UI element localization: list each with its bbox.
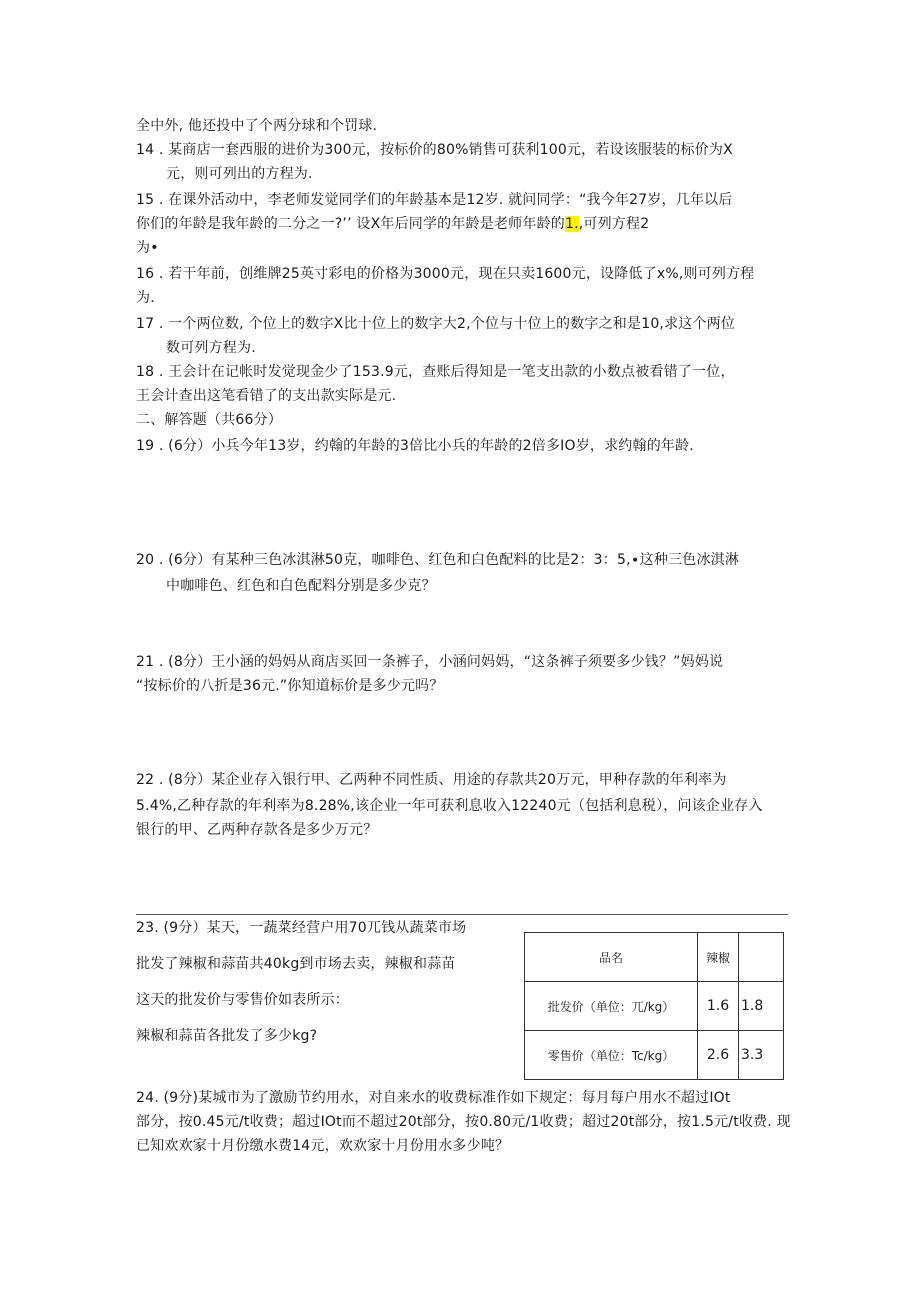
highlighted-fraction: 1. — [564, 216, 579, 232]
table-cell: 批发价（单位：兀/kg） — [525, 982, 698, 1031]
question-16-end: 为. — [136, 290, 155, 306]
question-15-cont — [136, 214, 649, 234]
question-24-end: 已知欢欢家十月份缴水费14元，欢欢家十月份用水多少吨？ — [136, 1138, 510, 1154]
question-22: 22 . (8分）某企业存入银行甲、乙两种不同性质、用途的存款共20万元，甲种存款的年利率为 — [136, 772, 727, 788]
question-23-cont: 批发了辣椒和蒜苗共40kg到市场去卖，辣椒和蒜苗 — [136, 956, 456, 972]
question-21-cont: “按标价的八折是36元.”你知道标价是多少元吗？ — [136, 678, 444, 694]
table-cell: 零售价（单位：Tc/kg） — [525, 1031, 698, 1080]
table-header-cell: 品名 — [525, 933, 698, 982]
table-row — [525, 1031, 784, 1080]
table-cell: 2.6 — [698, 1031, 739, 1080]
question-23: 23. (9分）某天，一蔬菜经营户用70兀钱从蔬菜市场 — [136, 920, 467, 936]
question-14: 14 . 某商店一套西服的进价为300元，按标价的80%销售可获利100元，若设该服装的标价为X — [136, 142, 733, 158]
divider-line — [136, 914, 788, 915]
question-18: 18 . 王会计在记帐时发觉现金少了153.9元，查账后得知是一笔支出款的小数点被看错了一位， — [136, 364, 735, 380]
question-15: 15 . 在课外活动中，李老师发觉同学们的年龄基本是12岁. 就问同学：“我今年27岁，几年以后 — [136, 192, 733, 208]
question-24: 24. (9分)某城市为了激励节约用水，对自来水的收费标准作如下规定：每月每户用水不超过IOt — [136, 1090, 731, 1106]
question-20: 20 . (6分）有某种三色冰淇淋50克，咖啡色、红色和白色配料的比是2：3：5,∙这种三色冰淇淋 — [136, 552, 740, 568]
text-line: 全中外, 他还投中了个两分球和个罚球. — [136, 118, 378, 134]
table-header-row — [525, 933, 784, 982]
question-21: 21 . (8分）王小涵的妈妈从商店买回一条裤子，小涵问妈妈，“这条裤子须要多少钱？”妈妈说 — [136, 654, 724, 670]
table-header-cell — [739, 933, 784, 982]
question-18-cont: 王会计查出这笔看错了的支出款实际是元. — [136, 388, 397, 404]
question-20-cont: 中咖啡色、红色和白色配料分别是多少克？ — [166, 578, 436, 594]
question-14-cont: 元，则可列出的方程为. — [166, 166, 313, 182]
question-22-end: 银行的甲、乙两种存款各是多少万元？ — [136, 822, 378, 838]
question-19: 19 . (6分）小兵今年13岁，约翰的年龄的3倍比小兵的年龄的2倍多IO岁，求约翰的年龄. — [136, 438, 694, 454]
question-15-text-a: 你们的年龄是我年龄的二分之一?’’ 设X年后同学的年龄是老师年龄的 — [136, 216, 565, 232]
table-cell: 3.3 — [739, 1031, 784, 1080]
section-heading: 二、解答题（共66分） — [136, 412, 283, 428]
question-16: 16 . 若干年前，创维牌25英寸彩电的价格为3000元，现在只卖1600元，设降低了x%,则可列方程 — [136, 266, 755, 282]
question-22-cont: 5.4%,乙种存款的年利率为8.28%,该企业一年可获利息收入12240元（包括利息税），问该企业存入 — [136, 798, 763, 814]
table-cell: 1.8 — [739, 982, 784, 1031]
question-15-end: 为• — [136, 240, 159, 256]
question-17: 17 . 一个两位数, 个位上的数字X比十位上的数字大2,个位与十位上的数字之和是10,求这个两位 — [136, 316, 736, 332]
table-cell: 1.6 — [698, 982, 739, 1031]
table-header-cell: 辣椒 — [698, 933, 739, 982]
question-17-cont: 数可列方程为. — [166, 340, 256, 356]
question-24-cont: 部分，按0.45元/t收费；超过IOt而不超过20t部分，按0.80元/1收费；超过20t部分，按1.5元/t收费. 现 — [136, 1114, 791, 1130]
question-23-cont2: 这天的批发价与零售价如表所示： — [136, 992, 349, 1008]
question-15-text-b: ,可列方程2 — [578, 216, 650, 232]
price-table — [524, 932, 784, 1080]
table-row — [525, 982, 784, 1031]
question-23-ask: 辣椒和蒜苗各批发了多少kg? — [136, 1028, 318, 1044]
